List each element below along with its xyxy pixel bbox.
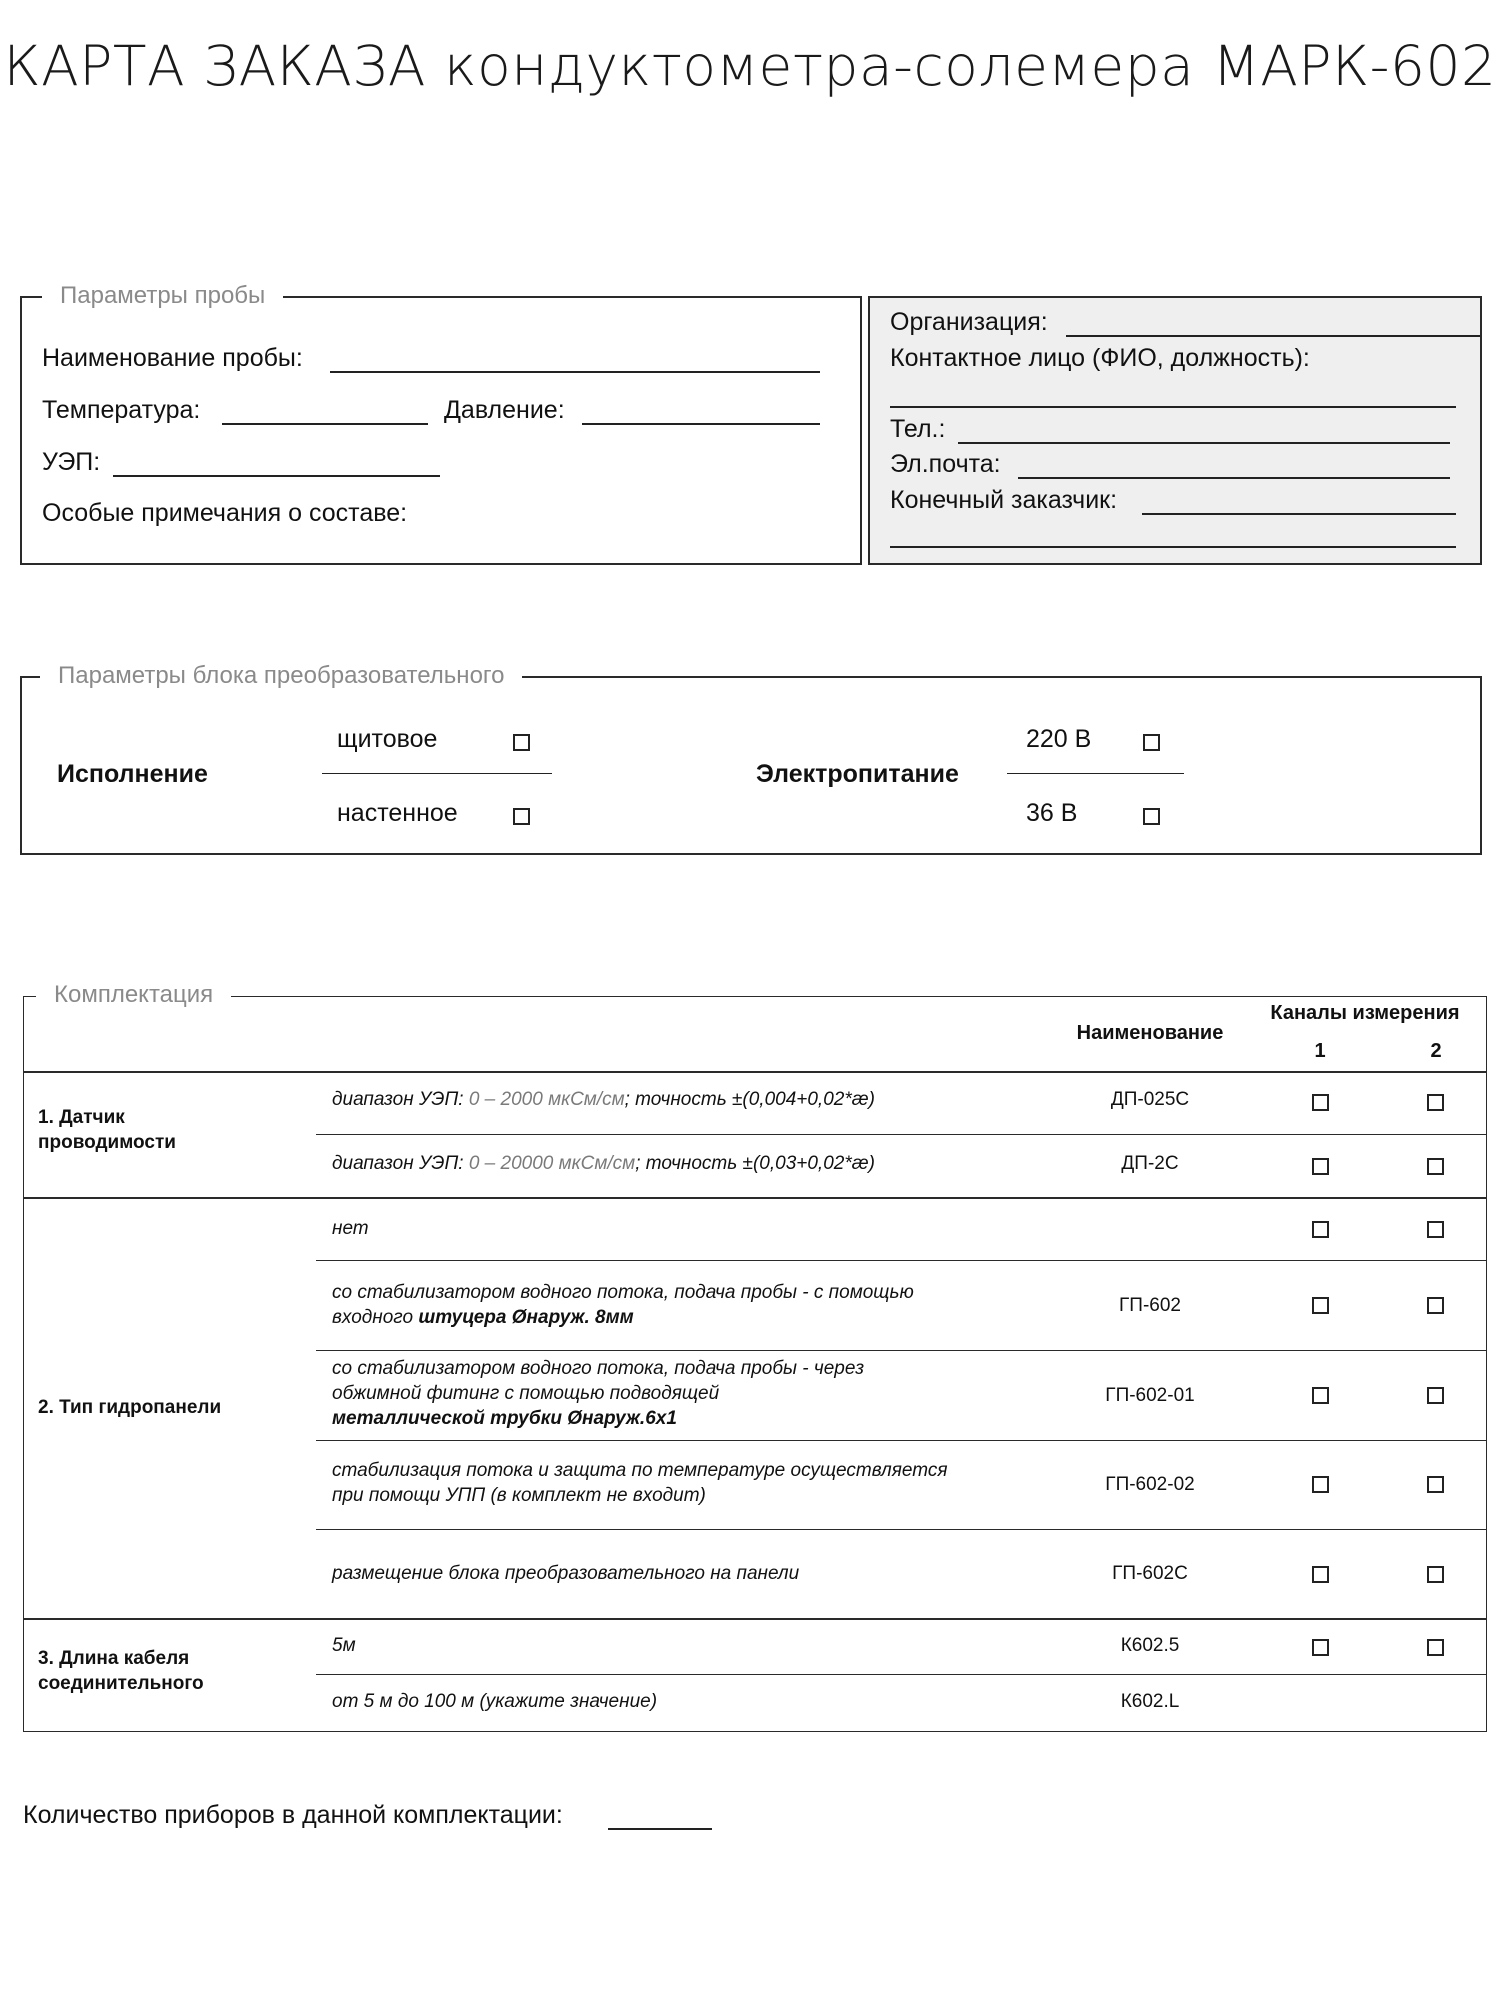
row-text: ; точность ±(0,03+0,02*æ) (635, 1153, 875, 1174)
kit-row-line (316, 1350, 1487, 1351)
contact-person-label: Контактное лицо (ФИО, должность): (890, 344, 1310, 372)
row-text: входного (332, 1307, 419, 1328)
temperature-label: Температура: (42, 396, 201, 424)
pressure-label: Давление: (444, 396, 565, 424)
pressure-field[interactable] (582, 423, 820, 425)
row-text: со стабилизатором водного потока, подача пробы - с помощью (332, 1282, 914, 1303)
row-channel-1-checkbox[interactable] (1312, 1158, 1329, 1175)
group-2-label: 2. Тип гидропанели (38, 1397, 222, 1418)
organization-field[interactable] (1066, 335, 1480, 337)
kit-row-description: от 5 м до 100 м (укажите значение) (332, 1691, 658, 1712)
group-1-label (38, 1105, 176, 1155)
power-220-checkbox[interactable] (1143, 734, 1160, 751)
header-channels: Каналы измерения (1270, 1002, 1460, 1024)
quantity-field[interactable] (608, 1828, 712, 1830)
row-channel-2-checkbox[interactable] (1427, 1476, 1444, 1493)
row-text-bold: металлической трубки Øнаруж.6х1 (332, 1408, 677, 1429)
kit-row-code: ГП-602С (1112, 1563, 1188, 1584)
kit-row-description: размещение блока преобразовательного на панели (332, 1563, 800, 1584)
temperature-field[interactable] (222, 423, 428, 425)
kit-row-code: К602.L (1120, 1691, 1180, 1712)
row-text: со стабилизатором водного потока, подача пробы - через (332, 1358, 865, 1379)
row-channel-1-checkbox[interactable] (1312, 1094, 1329, 1111)
row-channel-1-checkbox[interactable] (1312, 1566, 1329, 1583)
range-text: 0 – 20000 мкСм/см (468, 1153, 636, 1174)
row-text: при помощи УПП (в комплект не входит) (332, 1485, 706, 1506)
row-channel-1-checkbox[interactable] (1312, 1476, 1329, 1493)
quantity-label: Количество приборов в данной комплектации: (23, 1801, 563, 1829)
row-channel-2-checkbox[interactable] (1427, 1297, 1444, 1314)
converter-legend: Параметры блока преобразовательного (40, 661, 522, 691)
kit-legend: Комплектация (36, 980, 231, 1010)
email-field[interactable] (1018, 477, 1450, 479)
execution-label: Исполнение (57, 760, 208, 788)
sample-name-field[interactable] (330, 371, 820, 373)
execution-option-panel: щитовое (337, 725, 438, 753)
power-divider (1007, 773, 1184, 774)
execution-panel-checkbox[interactable] (513, 734, 530, 751)
row-channel-2-checkbox[interactable] (1427, 1566, 1444, 1583)
row-text: стабилизация потока и защита по температуре осуществляется (332, 1460, 948, 1481)
kit-row-description (332, 1280, 914, 1330)
uep-field[interactable] (113, 475, 440, 477)
sample-name-label: Наименование пробы: (42, 344, 303, 372)
kit-row-code: ГП-602 (1119, 1295, 1181, 1316)
execution-divider (322, 773, 552, 774)
kit-row-line (316, 1529, 1487, 1530)
row-text: диапазон УЭП: (332, 1089, 469, 1110)
notes-label: Особые примечания о составе: (42, 499, 408, 527)
converter-frame (20, 662, 1482, 855)
kit-group-line (23, 1618, 1487, 1620)
row-text: диапазон УЭП: (332, 1153, 469, 1174)
header-channel-1: 1 (1314, 1040, 1326, 1062)
kit-row-description (332, 1458, 947, 1508)
row-channel-2-checkbox[interactable] (1427, 1387, 1444, 1404)
contact-person-field[interactable] (890, 406, 1456, 408)
power-option-36: 36 В (1026, 799, 1078, 827)
row-text: обжимной фитинг с помощью подводящей (332, 1383, 720, 1404)
uep-label: УЭП: (42, 448, 101, 476)
range-text: 0 – 2000 мкСм/см (468, 1089, 625, 1110)
kit-row-line (316, 1134, 1487, 1135)
kit-row-description (332, 1087, 875, 1112)
phone-label: Тел.: (890, 415, 946, 443)
row-channel-1-checkbox[interactable] (1312, 1387, 1329, 1404)
row-text: ; точность ±(0,004+0,02*æ) (624, 1089, 875, 1110)
row-channel-1-checkbox[interactable] (1312, 1221, 1329, 1238)
power-36-checkbox[interactable] (1143, 808, 1160, 825)
kit-row-line (316, 1674, 1487, 1675)
kit-row-code: ГП-602-02 (1105, 1474, 1195, 1495)
execution-wall-checkbox[interactable] (513, 808, 530, 825)
end-customer-label: Конечный заказчик: (890, 486, 1118, 514)
page-title: КАРТА ЗАКАЗА кондуктометра-солемера МАРК-602 (3, 34, 1497, 98)
execution-option-wall: настенное (337, 799, 458, 827)
end-customer-field[interactable] (1142, 513, 1456, 515)
kit-row-code: ДП-2С (1121, 1153, 1179, 1174)
end-customer-field-2[interactable] (890, 546, 1456, 548)
group-1-label-line2: проводимости (38, 1132, 176, 1153)
organization-label: Организация: (890, 308, 1048, 336)
row-channel-2-checkbox[interactable] (1427, 1221, 1444, 1238)
header-channel-2: 2 (1430, 1040, 1442, 1062)
row-text-bold: штуцера Øнаруж. 8мм (418, 1307, 634, 1328)
row-channel-2-checkbox[interactable] (1427, 1158, 1444, 1175)
email-label: Эл.почта: (890, 450, 1001, 478)
kit-row-line (316, 1260, 1487, 1261)
sample-params-legend: Параметры пробы (42, 281, 283, 311)
phone-field[interactable] (958, 442, 1450, 444)
group-3-label (38, 1646, 204, 1696)
kit-row-code: ГП-602-01 (1105, 1385, 1195, 1406)
kit-row-description (332, 1151, 875, 1176)
kit-row-description (332, 1356, 864, 1431)
kit-row-code: К602.5 (1120, 1635, 1180, 1656)
kit-row-line (316, 1440, 1487, 1441)
kit-row-description: 5м (332, 1635, 356, 1656)
header-name: Наименование (1076, 1022, 1224, 1044)
group-3-label-line2: соединительного (38, 1673, 204, 1694)
row-channel-2-checkbox[interactable] (1427, 1094, 1444, 1111)
row-text (332, 1305, 914, 1330)
kit-group-line (23, 1197, 1487, 1199)
group-1-label-line1: 1. Датчик (38, 1107, 125, 1128)
group-3-label-line1: 3. Длина кабеля (38, 1648, 190, 1669)
kit-row-code: ДП-025С (1110, 1089, 1190, 1110)
kit-header-line (23, 1071, 1487, 1073)
power-option-220: 220 В (1026, 725, 1092, 753)
row-channel-2-checkbox[interactable] (1427, 1639, 1444, 1656)
power-label: Электропитание (756, 760, 959, 788)
row-channel-1-checkbox[interactable] (1312, 1297, 1329, 1314)
row-channel-1-checkbox[interactable] (1312, 1639, 1329, 1656)
kit-row-description: нет (332, 1218, 369, 1239)
